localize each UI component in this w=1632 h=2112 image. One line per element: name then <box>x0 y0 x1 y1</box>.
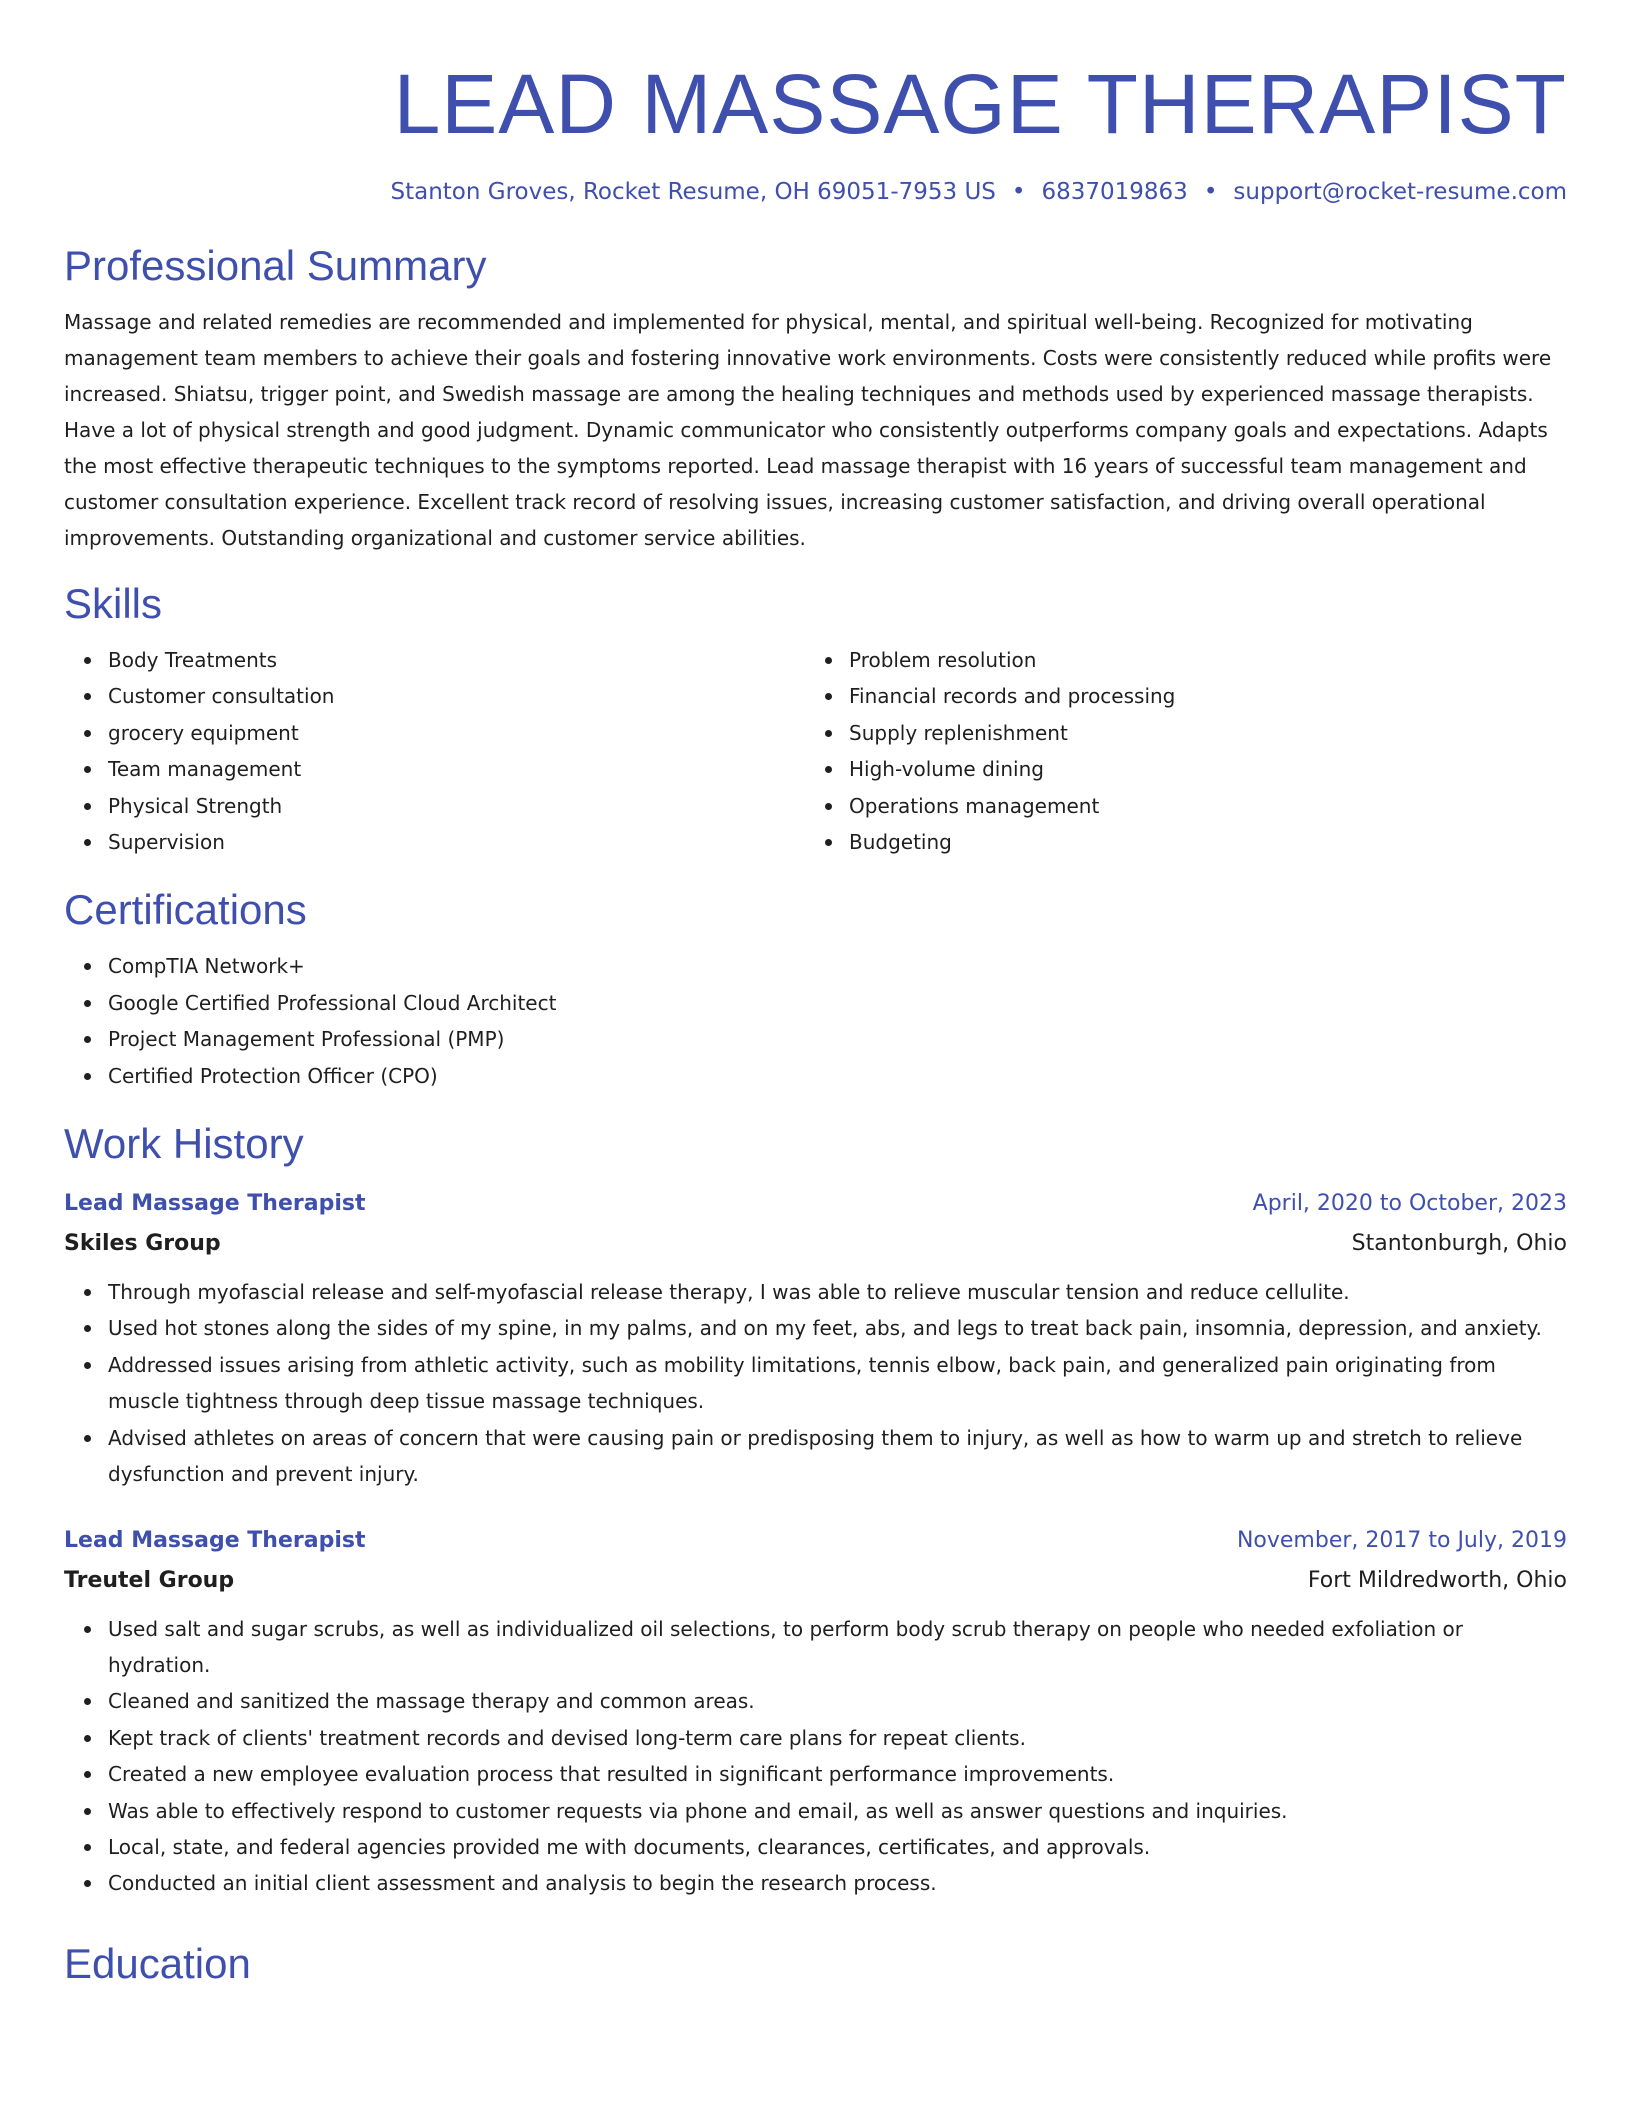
work-history-heading: Work History <box>64 1120 304 1168</box>
job-bullet: Was able to effectively respond to customer requests via phone and email, as well as answer questions and inquiries. <box>108 1793 1567 1829</box>
job-company: Skiles Group <box>64 1231 221 1257</box>
certification-item: Certified Protection Officer (CPO) <box>108 1058 1567 1094</box>
job-dates: November, 2017 to July, 2019 <box>1236 1527 1567 1553</box>
job-bullet: Conducted an initial client assessment and analysis to begin the research process. <box>108 1865 1567 1901</box>
job-bullet: Cleaned and sanitized the massage therapy and common areas. <box>108 1683 1567 1719</box>
certification-item: CompTIA Network+ <box>108 948 1567 984</box>
skills-list-right <box>805 642 1546 860</box>
job-dates: April, 2020 to October, 2023 <box>1252 1191 1567 1217</box>
job-title-row <box>64 1521 1567 1561</box>
skill-item: grocery equipment <box>108 715 805 751</box>
job-company-row <box>64 1224 1567 1264</box>
contact-email: support@rocket-resume.com <box>1233 179 1567 205</box>
skill-item: Supply replenishment <box>849 715 1546 751</box>
job-entry <box>64 1521 1567 1902</box>
job-bullet: Advised athletes on areas of concern that were causing pain or predisposing them to injury, as well as how to warm up and stretch to relieve dysfunction and prevent injury. <box>108 1420 1567 1493</box>
job-bullet: Addressed issues arising from athletic activity, such as mobility limitations, tennis elbow, back pain, and generalized pain originating from muscle tightness through deep tissue massage techniques. <box>108 1347 1567 1420</box>
job-bullet: Kept track of clients' treatment records and devised long-term care plans for repeat clients. <box>108 1720 1567 1756</box>
skill-item: Financial records and processing <box>849 678 1546 714</box>
job-bullet-list <box>64 1611 1567 1902</box>
skill-item: Budgeting <box>849 824 1546 860</box>
certifications-list <box>64 948 1567 1094</box>
job-title: Lead Massage Therapist <box>64 1527 366 1553</box>
resume-title: LEAD MASSAGE THERAPIST <box>393 57 1567 151</box>
job-bullet: Through myofascial release and self-myofascial release therapy, I was able to relieve muscular tension and reduce cellulite. <box>108 1274 1567 1310</box>
job-location: Fort Mildredworth, Ohio <box>1307 1567 1567 1593</box>
contact-separator: • <box>1011 179 1026 205</box>
skill-item: Customer consultation <box>108 678 805 714</box>
job-bullet: Created a new employee evaluation process that resulted in significant performance improvements. <box>108 1756 1567 1792</box>
skills-column-left <box>64 642 805 860</box>
skill-item: Physical Strength <box>108 788 805 824</box>
contact-separator: • <box>1203 179 1218 205</box>
resume-page <box>64 0 1567 2112</box>
skills-grid <box>64 642 1567 860</box>
job-bullet-list <box>64 1274 1567 1492</box>
job-title: Lead Massage Therapist <box>64 1191 366 1217</box>
skill-item: Operations management <box>849 788 1546 824</box>
skills-list-left <box>64 642 805 860</box>
education-heading: Education <box>64 1939 251 1987</box>
summary-text: Massage and related remedies are recommended and implemented for physical, mental, and spiritual well-being. Recognized for motivating management team members to achieve their goals and fostering innovative work environments. Costs were consistently reduced while profits were increased. Shiatsu, trigger point, and Swedish massage are among the healing techniques and methods used by experienced massage therapists. Have a lot of physical strength and good judgment. Dynamic communicator who consistently outperforms company goals and expectations. Adapts the most effective therapeutic techniques to the symptoms reported. Lead massage therapist with 16 years of successful team management and customer consultation experience. Excellent track record of resolving issues, increasing customer satisfaction, and driving overall operational improvements. Outstanding organizational and customer service abilities. <box>64 310 1552 550</box>
job-entry <box>64 1184 1567 1492</box>
skill-item: Body Treatments <box>108 642 805 678</box>
skills-column-right <box>805 642 1546 860</box>
skill-item: Team management <box>108 751 805 787</box>
job-company: Treutel Group <box>64 1567 235 1593</box>
contact-line <box>64 177 1567 207</box>
skill-item: Supervision <box>108 824 805 860</box>
skill-item: Problem resolution <box>849 642 1546 678</box>
summary-heading: Professional Summary <box>64 242 487 289</box>
job-company-row <box>64 1561 1567 1601</box>
job-bullet: Local, state, and federal agencies provided me with documents, clearances, certificates, and approvals. <box>108 1829 1567 1865</box>
contact-phone: 6837019863 <box>1041 179 1188 205</box>
contact-address: Stanton Groves, Rocket Resume, OH 69051-7953 US <box>390 179 996 205</box>
job-bullet: Used hot stones along the sides of my spine, in my palms, and on my feet, abs, and legs to treat back pain, insomnia, depression, and anxiety. <box>108 1310 1567 1346</box>
skills-heading: Skills <box>64 580 163 627</box>
certifications-heading: Certifications <box>64 886 307 934</box>
job-title-row <box>64 1184 1567 1224</box>
skill-item: High-volume dining <box>849 751 1546 787</box>
certification-item: Project Management Professional (PMP) <box>108 1021 1567 1057</box>
job-bullet: Used salt and sugar scrubs, as well as individualized oil selections, to perform body scrub therapy on people who needed exfoliation or hydration. <box>108 1611 1567 1684</box>
job-location: Stantonburgh, Ohio <box>1351 1231 1567 1257</box>
certification-item: Google Certified Professional Cloud Architect <box>108 985 1567 1021</box>
